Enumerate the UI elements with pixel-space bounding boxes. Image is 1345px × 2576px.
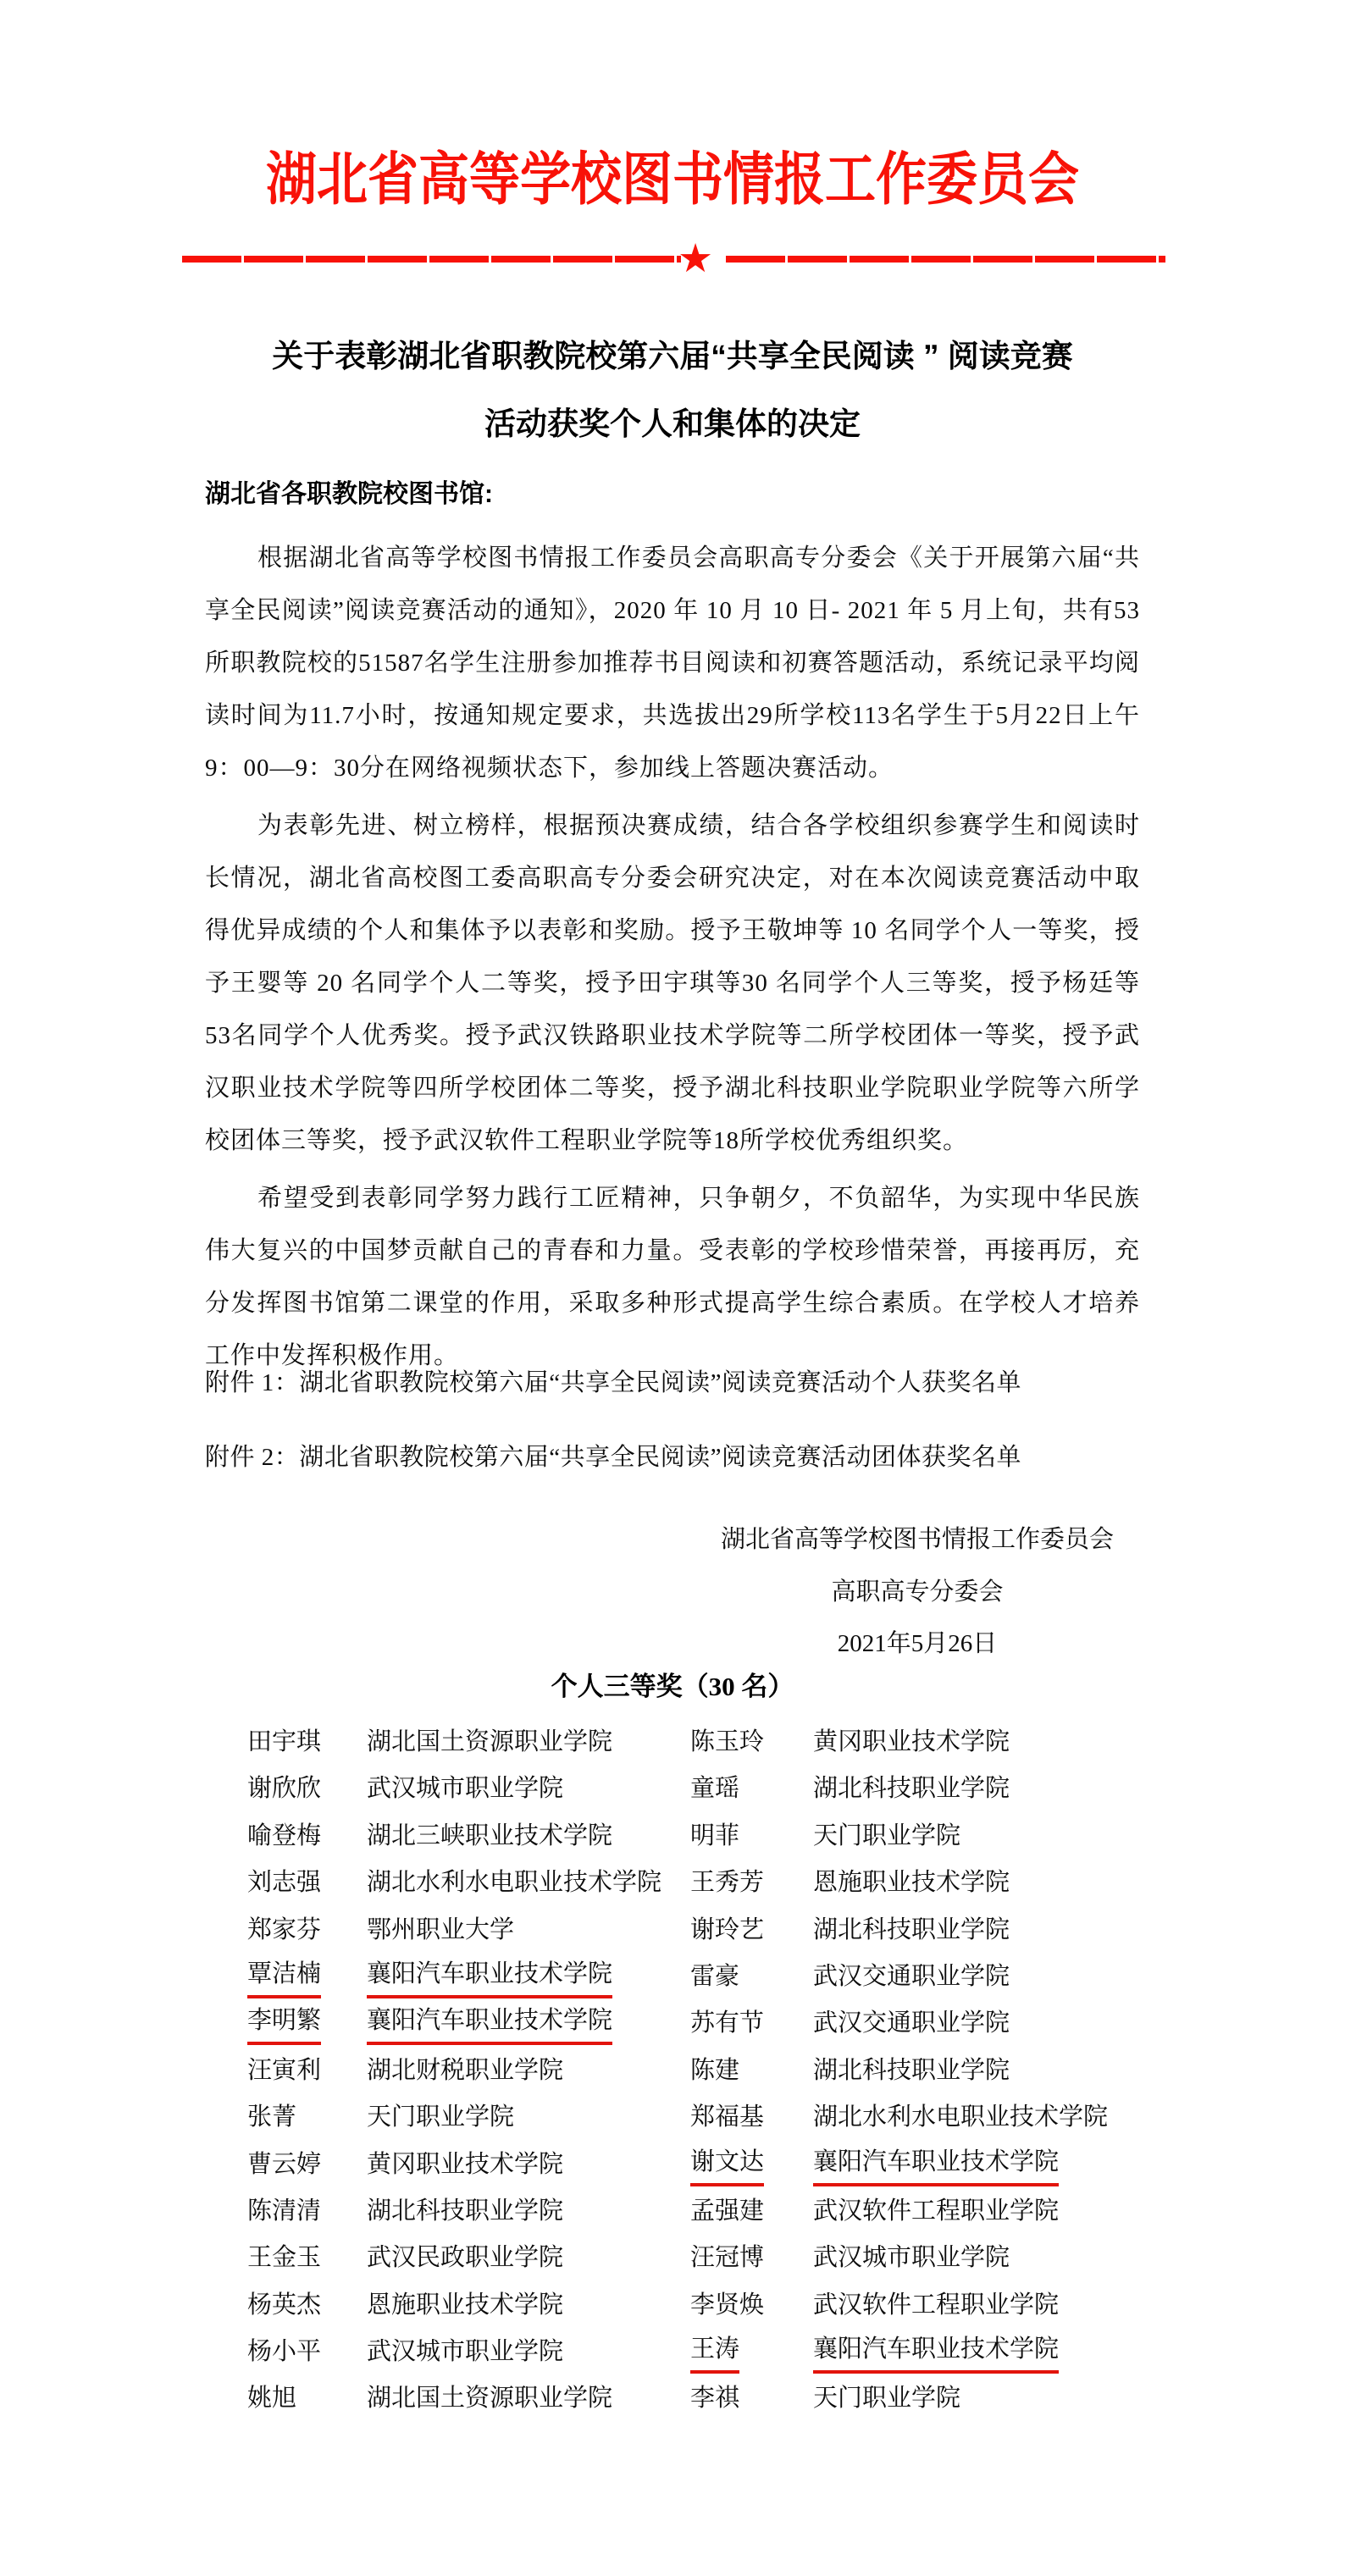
winner-name: 陈玉玲 [690, 1728, 765, 1755]
winner-school: 武汉民政职业学院 [367, 2244, 564, 2272]
winner-school: 湖北三峡职业技术学院 [367, 1821, 613, 1849]
table-row [205, 1813, 1221, 1860]
winner-name: 童瑶 [690, 1775, 740, 1803]
winner-name: 杨英杰 [247, 2291, 322, 2319]
winner-name: 孟强建 [690, 2197, 765, 2225]
body-paragraph: 根据湖北省高等学校图书情报工作委员会高职高专分委会《关于开展第六届“共享全民阅读”阅读竞赛活动的通知》，2020 年 10 月 10 日- 2021 年 5 月上旬，共有53所职教院校的51587名学生注册参加推荐书目阅读和初赛答题活动，系统记录平均阅读时间为11.7小时，按通知规定要求，共选拔出29所学校113名学生于5月22日上午9：00—9：30分在网络视频状态下，参加线上答题决赛活动。 [205, 544, 1140, 782]
winner-school: 黄冈职业技术学院 [813, 1728, 1010, 1755]
winner-name: 杨小平 [247, 2338, 322, 2366]
table-row [205, 2188, 1221, 2235]
winner-name: 喻登梅 [247, 1821, 322, 1849]
winner-name-highlighted: 覃洁楠 [247, 1954, 321, 1998]
winner-school: 湖北水利水电职业技术学院 [367, 1869, 662, 1897]
winner-school: 武汉城市职业学院 [367, 2338, 564, 2366]
winner-school: 恩施职业技术学院 [813, 1869, 1010, 1897]
winner-school-highlighted: 襄阳汽车职业技术学院 [813, 2142, 1059, 2186]
winner-school: 武汉软件工程职业学院 [813, 2197, 1060, 2225]
winner-name: 谢欣欣 [247, 1775, 322, 1803]
winner-school: 天门职业学院 [367, 2103, 515, 2131]
winner-name: 田宇琪 [247, 1728, 322, 1755]
table-row [205, 2282, 1221, 2329]
body-paragraph: 希望受到表彰同学努力践行工匠精神，只争朝夕，不负韶华，为实现中华民族伟大复兴的中国梦贡献自己的青春和力量。受表彰的学校珍惜荣誉，再接再厉，充分发挥图书馆第二课堂的作用，采取多种形式提高学生综合素质。在学校人才培养工作中发挥积极作用。 [205, 1185, 1140, 1369]
table-row [205, 2142, 1221, 2188]
table-row [205, 1954, 1221, 2000]
table-row [205, 2000, 1221, 2047]
divider-rule-right [726, 256, 1165, 263]
winner-school: 湖北科技职业学院 [367, 2197, 564, 2225]
winner-school: 湖北国土资源职业学院 [367, 2385, 613, 2413]
winner-name: 姚旭 [247, 2385, 297, 2413]
winner-school: 恩施职业技术学院 [367, 2291, 564, 2319]
winner-name: 李贤焕 [690, 2291, 765, 2319]
signature-branch: 高职高专分委会 [831, 1578, 1004, 1606]
winner-school: 湖北科技职业学院 [813, 2056, 1010, 2084]
table-row [205, 1719, 1221, 1766]
body-paragraphs [205, 532, 1140, 1382]
winner-school: 湖北财税职业学院 [367, 2056, 564, 2084]
winner-name: 汪冠博 [690, 2244, 765, 2272]
table-row [205, 2329, 1221, 2375]
winner-school: 湖北科技职业学院 [813, 1775, 1010, 1803]
winner-school: 武汉城市职业学院 [367, 1775, 564, 1803]
signature-org: 湖北省高等学校图书情报工作委员会 [720, 1526, 1114, 1553]
winner-name: 谢玲艺 [690, 1915, 765, 1943]
table-row [205, 1860, 1221, 1906]
winner-name: 曹云婷 [247, 2150, 322, 2178]
winner-name: 刘志强 [247, 1869, 322, 1897]
winner-school: 武汉交通职业学院 [813, 2009, 1010, 2037]
document-title-line1: 关于表彰湖北省职教院校第六届“共享全民阅读 ” 阅读竞赛 [272, 339, 1073, 373]
table-row [205, 2235, 1221, 2281]
table-row [205, 1766, 1221, 1812]
document-title-line2: 活动获奖个人和集体的决定 [484, 406, 861, 441]
winner-name: 明菲 [690, 1821, 740, 1849]
star-icon: ★ [678, 237, 714, 281]
winner-school: 天门职业学院 [813, 2385, 961, 2413]
attachment-line: 附件 2：湖北省职教院校第六届“共享全民阅读”阅读竞赛活动团体获奖名单 [205, 1444, 1021, 1471]
winner-school: 湖北水利水电职业技术学院 [813, 2103, 1109, 2131]
winner-school-highlighted: 襄阳汽车职业技术学院 [813, 2329, 1059, 2374]
winner-name: 陈清清 [247, 2197, 322, 2225]
winner-school: 天门职业学院 [813, 1821, 961, 1849]
signature-block [718, 1514, 1116, 1671]
award-table [205, 1719, 1221, 2423]
winner-school: 武汉城市职业学院 [813, 2244, 1010, 2272]
winner-name: 王金玉 [247, 2244, 322, 2272]
winner-name: 张菁 [247, 2103, 297, 2131]
winner-school-highlighted: 襄阳汽车职业技术学院 [367, 1954, 612, 1998]
award-section-title: 个人三等奖（30 名） [551, 1672, 794, 1701]
winner-name: 陈建 [690, 2056, 740, 2084]
table-row [205, 2094, 1221, 2141]
winner-name: 雷豪 [690, 1962, 740, 1990]
winner-name-highlighted: 王涛 [690, 2329, 739, 2374]
winner-school: 湖北科技职业学院 [813, 1915, 1010, 1943]
table-row [205, 2048, 1221, 2094]
winner-name-highlighted: 谢文达 [690, 2142, 764, 2186]
winner-name: 郑福基 [690, 2103, 765, 2131]
attachment-list [205, 1363, 1221, 1512]
winner-name: 郑家芬 [247, 1915, 322, 1943]
winner-school: 武汉软件工程职业学院 [813, 2291, 1060, 2319]
winner-name: 苏有节 [690, 2009, 765, 2037]
table-row [205, 2375, 1221, 2422]
salutation: 湖北省各职教院校图书馆: [205, 480, 493, 508]
winner-school: 湖北国土资源职业学院 [367, 1728, 613, 1755]
winner-school: 黄冈职业技术学院 [367, 2150, 564, 2178]
winner-name-highlighted: 李明繁 [247, 2000, 321, 2045]
attachment-line: 附件 1：湖北省职教院校第六届“共享全民阅读”阅读竞赛活动个人获奖名单 [205, 1369, 1021, 1396]
letterhead-title: 湖北省高等学校图书情报工作委员会 [266, 146, 1079, 212]
body-paragraph: 为表彰先进、树立榜样，根据预决赛成绩，结合各学校组织参赛学生和阅读时长情况，湖北省高校图工委高职高专分委会研究决定，对在本次阅读竞赛活动中取得优异成绩的个人和集体予以表彰和奖励。授予王敬坤等 10 名同学个人一等奖，授予王婴等 20 名同学个人二等奖，授予田宇琪等30 名同学个人三等奖，授予杨廷等53名同学个人优秀奖。授予武汉铁路职业技术学院等二所学校团体一等奖，授予武汉职业技术学院等四所学校团体二等奖，授予湖北科技职业学院职业学院等六所学校团体三等奖，授予武汉软件工程职业学院等18所学校优秀组织奖。 [205, 812, 1140, 1154]
divider-rule-left [182, 256, 681, 263]
winner-name: 王秀芳 [690, 1869, 765, 1897]
winner-school: 武汉交通职业学院 [813, 1962, 1010, 1990]
winner-school-highlighted: 襄阳汽车职业技术学院 [367, 2000, 612, 2045]
winner-name: 李祺 [690, 2385, 740, 2413]
winner-name: 汪寅利 [247, 2056, 322, 2084]
signature-date: 2021年5月26日 [837, 1630, 998, 1657]
winner-school: 鄂州职业大学 [367, 1915, 515, 1943]
table-row [205, 1907, 1221, 1954]
